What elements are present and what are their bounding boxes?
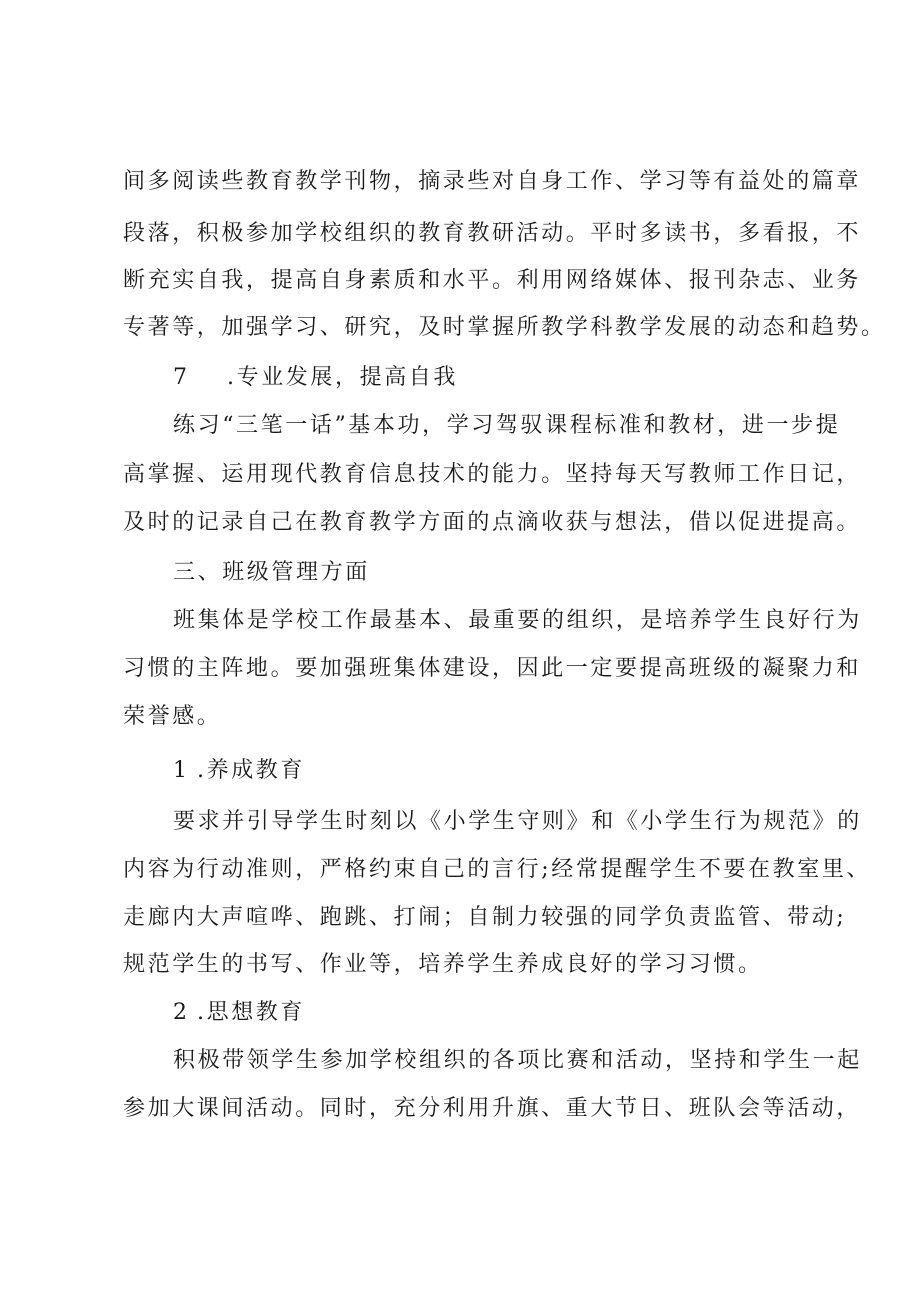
paragraph-line: 参加大课间活动。同时，充分利用升旗、重大节日、班队会等活动， (123, 1096, 862, 1121)
paragraph-line: 断充实自我，提高自身素质和水平。利用网络媒体、报刊杂志、业务 (123, 268, 862, 293)
heading-text: .养成教育 (197, 758, 305, 783)
paragraph-line: 规范学生的书写、作业等，培养学生养成良好的学习习惯。 (123, 952, 763, 977)
paragraph-line: 练习“三笔一话”基本功，学习驾驭课程标准和教材，进一步提 (173, 413, 841, 438)
paragraph-line: 积极带领学生参加学校组织的各项比赛和活动，坚持和学生一起 (173, 1048, 862, 1073)
heading-text: .思想教育 (197, 1000, 305, 1025)
section-heading: 三、班级管理方面 (173, 560, 370, 585)
paragraph-line: 班集体是学校工作最基本、最重要的组织，是培养学生良好行为 (173, 608, 862, 633)
paragraph-line: 要求并引导学生时刻以《小学生守则》和《小学生行为规范》的 (173, 809, 862, 834)
paragraph-line: 荣誉感。 (123, 704, 222, 729)
heading-number: 7 (173, 365, 187, 390)
paragraph-line: 间多阅读些教育教学刊物，摘录些对自身工作、学习等有益处的篇章 (123, 169, 862, 194)
subsection-heading-2 (173, 997, 873, 1029)
paragraph-line: 习惯的主阵地。要加强班集体建设，因此一定要提高班级的凝聚力和 (123, 656, 862, 681)
heading-number: 1 (173, 758, 187, 783)
section-heading-7 (173, 362, 873, 394)
paragraph-line: 内容为行动准则，严格约束自己的言行;经常提醒学生不要在教室里、 (123, 857, 872, 882)
heading-number: 2 (173, 1000, 187, 1025)
paragraph-line: 段落，积极参加学校组织的教育教研活动。平时多读书，多看报，不 (123, 221, 862, 246)
paragraph-line: 高掌握、运用现代教育信息技术的能力。坚持每天写教师工作日记， (123, 462, 862, 487)
paragraph-line: 及时的记录自己在教育教学方面的点滴收获与想法，借以促进提高。 (123, 510, 862, 535)
paragraph-line: 专著等，加强学习、研究，及时掌握所教学科教学发展的动态和趋势。 (123, 315, 886, 340)
heading-text: .专业发展，提高自我 (227, 365, 458, 390)
paragraph-line: 走廊内大声喧哗、跑跳、打闹；自制力较强的同学负责监管、带动; (123, 905, 847, 930)
subsection-heading-1 (173, 755, 873, 787)
